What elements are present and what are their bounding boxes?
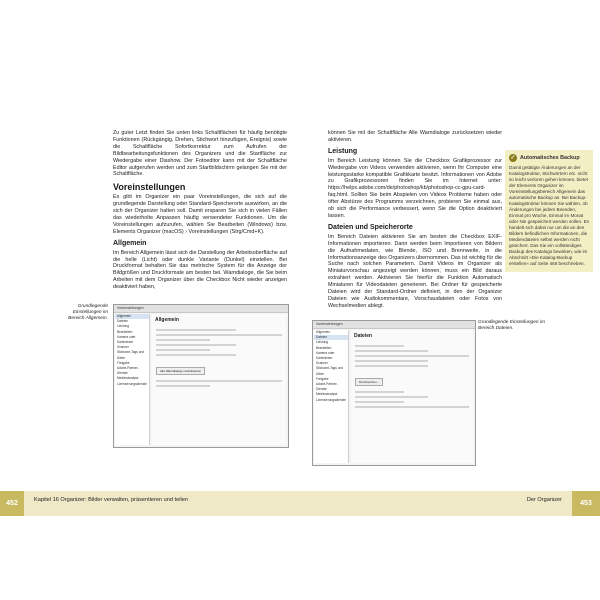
dialog-side-item: Medienanalyse — [117, 376, 139, 381]
placeholder-line — [355, 365, 428, 367]
placeholder-line — [156, 385, 210, 387]
dialog-side-item: Dateien — [314, 335, 348, 340]
dialog-side-item: Lizenzierungsdienste — [316, 397, 346, 402]
placeholder-line — [156, 339, 210, 341]
right-paragraph-1: können Sie mit der Schaltfläche Alle Warndialoge zurücksetzen wieder aktivieren. — [328, 130, 502, 143]
dialog-side-item: Adobe-Partner-Dienste — [316, 382, 338, 392]
left-paragraph-1: Zu guter Letzt finden Sie unten links Schaltflächen für häufig benötigte Funktionen (Rückgängig, Drehen, Stichwort hinzufügen, Ereignis) sowie die Schaltfläche Sofortkorrektur zum Aufrufen der Bildbearbeitungsfunktionen des Organizers und die Startfläche zur Wiedergabe einer Diashow. Der Fotoeditor kann mit der Schaltfläche Editor aufgerufen werden und zum Startbildschirm gelangen Sie mit der Schaltfläche. — [113, 130, 287, 178]
dialog-side-item: Stichwort-Tags und Alben — [117, 350, 145, 360]
figure-caption-left: Grundlegende Einstellungen im Bereich Allgemein. — [68, 304, 108, 321]
dialog-sidebar — [115, 314, 150, 445]
placeholder-line — [156, 380, 282, 382]
tip-box-automatic-backup — [505, 150, 593, 272]
dialog-title: Voreinstellungen — [114, 305, 288, 313]
placeholder-line — [156, 334, 282, 336]
footer-band-right — [300, 491, 572, 516]
dialog-side-item: Kamera oder Kartenleser — [316, 350, 335, 361]
dialog-side-item: Allgemein — [115, 314, 149, 319]
browse-button: Durchsuchen... — [355, 378, 383, 386]
placeholder-line — [156, 349, 210, 351]
dialog-side-item: Scanner — [117, 345, 129, 350]
placeholder-line — [355, 391, 404, 393]
placeholder-line — [355, 360, 428, 362]
dialog-side-item: Medienanalyse — [316, 392, 338, 397]
dialog-side-item: Lizenzierungsdienste — [117, 381, 147, 386]
dialog-sidebar — [314, 330, 349, 463]
left-paragraph-2: Es gibt im Organizer ein paar Voreinstellungen, die sich auf die grundlegende Darstellung oder Standard-Speicherorte auswirken, an die sich der Organizer halten soll. Damit ersparen Sie sich in vielen Fällen das wiederholte Anpassen häufig verwendeter Funktionen. Um die Voreinstellungen aufzurufen, wählen Sie Bearbeiten (Windows) bzw. Elements Organizer (macOS) › Voreinstellungen (Strg/Cmd+K). — [113, 194, 287, 235]
dialog-side-item: Bearbeiten — [316, 345, 332, 350]
heading-voreinstellungen: Voreinstellungen — [113, 182, 186, 193]
tip-box-header — [509, 154, 589, 162]
dialog-main-pane — [351, 330, 473, 463]
dialog-side-item: Dateien — [117, 319, 128, 324]
dialog-side-item: Bearbeiten — [117, 329, 133, 334]
right-paragraph-2: Im Bereich Leistung können Sie die Checkbox Grafikprozessor zur Wiedergabe von Videos verwenden aktivieren, wenn Ihr Computer eine leistungsstarke kompatible Grafikkarte besitzt. Informationen von Adobe zu Grafikprozessoren finden Sie im Internet unter: https://helpx.adobe.com/de/photoshop/kb/photoshop-cc-gpu-card-faq.html. Sollten Sie beim Abspielen von Videos Probleme haben oder öfter Abstürze des Programms verzeichnen, probieren Sie einmal aus, ob sich die Performance verbessert, wenn Sie die Option deaktiviert lassen. — [328, 157, 502, 219]
placeholder-line — [355, 406, 469, 408]
dialog-main-pane — [152, 314, 286, 445]
running-header-section: Der Organizer — [526, 497, 562, 503]
dialog-side-item: Kamera oder Kartenleser — [117, 334, 136, 345]
figure-preferences-files — [312, 320, 476, 466]
heading-allgemein: Allgemein — [113, 239, 147, 247]
left-page-text — [113, 130, 287, 293]
right-paragraph-3: Im Bereich Dateien aktivieren Sie am besten die Checkbox EXIF-Informationen importieren. Dann werden beim Importieren von Bildern die Aufnahmedaten, wie Blende, ISO und Brennweite, in die Informationsanzeige des Organizers übernommen. Das ist wichtig für die Suche nach solchen Parametern. Damit Videos im Organizer als Miniaturvorschau angezeigt werden können, muss ein Bild daraus extrahiert werden. Aktivieren Sie hierfür die Funktion Automatisch Miniaturen für Videodateien generieren. Bei Ordner für gespeicherte Dateien wird der Standard-Ordner definiert, in den der Organizer Dateien wie Audiokommentare, Vorschaudateien oder Fotos von Wechselmedien ablegt. — [328, 233, 502, 309]
dialog-pane-title: Dateien — [354, 333, 373, 339]
footer-band-left — [24, 491, 300, 516]
tip-box-text: Damit getätigte Änderungen an der Katalogstruktur, Stichwörtern etc. nicht so leicht verloren gehen können, bietet der Elements Organizer im Voreinstellungsbereich Allgemein das automatische Backup an. Bei Backup-Katalogstruktur können Sie wählen, ob Änderungen bei jedem Beenden, Einmal pro Woche, Einmal im Monat oder Nie gespeichert werden sollen. Es handelt sich dabei nur um die an den Bildern befindlichen Informationen, die Mediendateien selbst werden nicht gesichert. Das Sie ein vollständiges Backup des Katalogs bewirken, wie im Abschnitt »Die Katalog-Backup erstellen« auf Seite 466 beschrieben. — [509, 165, 589, 266]
placeholder-line — [156, 329, 236, 331]
page-number-right: 453 — [580, 500, 592, 507]
dialog-side-item: Stichwort-Tags und Alben — [316, 366, 344, 376]
reset-warnings-button: Alle Warndialoge zurücksetzen — [156, 367, 205, 375]
page-number-left: 452 — [6, 500, 18, 507]
dialog-side-item: Scanner — [316, 361, 328, 366]
dialog-side-item: Freigabe — [117, 360, 130, 365]
dialog-pane-title: Allgemein — [155, 317, 179, 323]
dialog-side-item: Adobe-Partner-Dienste — [117, 366, 139, 376]
dialog-side-item: Freigabe — [316, 376, 329, 381]
figure-caption-right: Grundlegende Einstellungen im Bereich Dateien. — [478, 320, 545, 331]
dialog-side-item: Leistung — [316, 340, 329, 345]
figure-preferences-general — [113, 304, 289, 448]
left-paragraph-3: Im Bereich Allgemein lässt sich die Darstellung der Arbeitsoberfläche auf die helle (Licht) oder dunkle Variante (Dunkel) einstellen. Bei Druckformat behalten Sie das metrische System für die Anzeige der Bildgrößen und Druckformate am besten bei. Warndialoge, die Sie beim Arbeiten mit dem Organizer über die Checkbox Nicht wieder anzeigen deaktiviert haben, — [113, 249, 287, 291]
placeholder-line — [355, 401, 404, 403]
running-header-chapter: Kapitel 16 Organizer: Bilder verwalten, präsentieren und teilen — [34, 497, 188, 503]
placeholder-line — [355, 396, 428, 398]
placeholder-line — [156, 354, 236, 356]
dialog-side-item: Allgemein — [316, 330, 330, 334]
placeholder-line — [355, 345, 404, 347]
tip-box-title: Automatisches Backup — [520, 155, 580, 161]
dialog-side-item: Leistung — [117, 324, 130, 329]
dialog-title: Voreinstellungen — [313, 321, 475, 329]
right-page-text — [328, 130, 502, 312]
heading-leistung: Leistung — [328, 147, 358, 155]
placeholder-line — [156, 344, 236, 346]
heading-dateien: Dateien und Speicherorte — [328, 223, 413, 231]
check-circle-icon: ✓ — [510, 155, 516, 161]
placeholder-line — [355, 350, 428, 352]
placeholder-line — [355, 355, 469, 357]
